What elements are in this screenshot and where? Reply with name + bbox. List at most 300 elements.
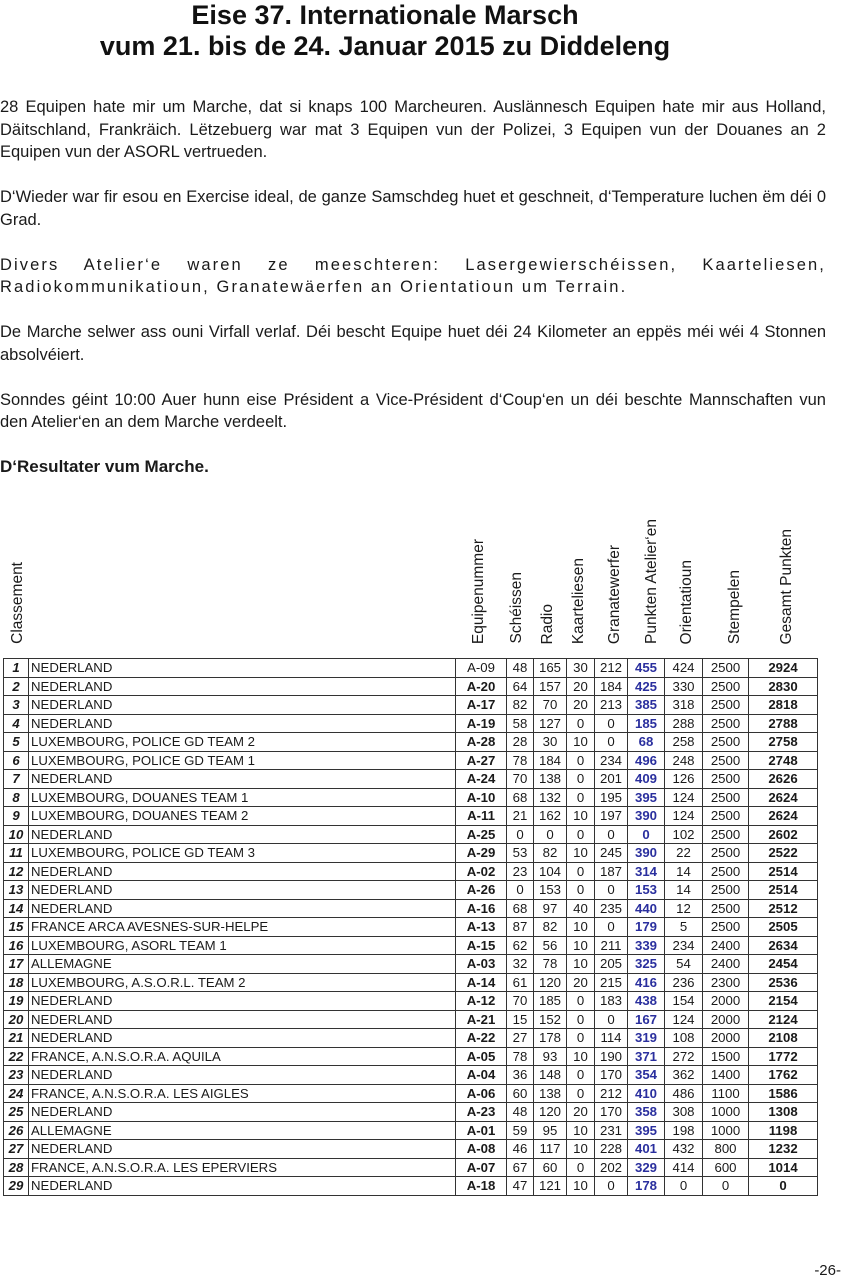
rank-cell: 10 [4,825,29,844]
punkten-ateliers-cell: 314 [628,862,665,881]
kaarteliesen-cell: 30 [567,659,595,678]
equipe-cell: A-11 [456,807,507,826]
team-cell: FRANCE, A.N.S.O.R.A. AQUILA [29,1047,456,1066]
scheissen-cell: 46 [507,1140,534,1159]
gesamt-punkten-cell: 2924 [749,659,818,678]
table-row [4,733,818,752]
gesamt-punkten-cell: 2454 [749,955,818,974]
kaarteliesen-cell: 40 [567,899,595,918]
orientatioun-cell: 236 [665,973,703,992]
stempelen-cell: 0 [703,1177,749,1196]
rank-cell: 26 [4,1121,29,1140]
rank-cell: 27 [4,1140,29,1159]
scheissen-cell: 47 [507,1177,534,1196]
paragraph-teams: 28 Equipen hate mir um Marche, dat si knaps 100 Marcheuren. Auslännesch Equipen hate mir aus Holland, Däitschland, Frankräich. Lëtzebuerg war mat 3 Equipen vun der Polizei, 3 Equipen vun der Douanes an 2 Equipen vun der ASORL vertrueden. [0,98,826,161]
kaarteliesen-cell: 0 [567,751,595,770]
kaarteliesen-cell: 10 [567,733,595,752]
equipe-cell: A-25 [456,825,507,844]
rank-cell: 12 [4,862,29,881]
table-row [4,936,818,955]
rank-cell: 8 [4,788,29,807]
rank-cell: 22 [4,1047,29,1066]
granatewerfer-cell: 235 [595,899,628,918]
gesamt-punkten-cell: 2758 [749,733,818,752]
scheissen-cell: 48 [507,1103,534,1122]
table-row [4,844,818,863]
rank-cell: 29 [4,1177,29,1196]
gesamt-punkten-cell: 0 [749,1177,818,1196]
radio-cell: 184 [534,751,567,770]
granatewerfer-cell: 114 [595,1029,628,1048]
stempelen-cell: 2500 [703,807,749,826]
column-header-equipenummer: Equipenummer [470,538,487,644]
gesamt-punkten-cell: 2514 [749,881,818,900]
equipe-cell: A-06 [456,1084,507,1103]
granatewerfer-cell: 0 [595,733,628,752]
punkten-ateliers-cell: 68 [628,733,665,752]
radio-cell: 157 [534,677,567,696]
table-row [4,1177,818,1196]
orientatioun-cell: 424 [665,659,703,678]
paragraph-weather: D‘Wieder war fir esou en Exercise ideal, de ganze Samschdeg huet et geschneit, d‘Temperature luchen ëm déi 0 Grad. [0,188,826,229]
rank-cell: 17 [4,955,29,974]
table-row [4,862,818,881]
team-cell: NEDERLAND [29,659,456,678]
punkten-ateliers-cell: 440 [628,899,665,918]
punkten-ateliers-cell: 410 [628,1084,665,1103]
punkten-ateliers-cell: 390 [628,844,665,863]
column-header-orientatioun: Orientatioun [678,559,695,644]
granatewerfer-cell: 231 [595,1121,628,1140]
scheissen-cell: 0 [507,825,534,844]
table-row [4,1140,818,1159]
punkten-ateliers-cell: 0 [628,825,665,844]
team-cell: FRANCE, A.N.S.O.R.A. LES EPERVIERS [29,1158,456,1177]
orientatioun-cell: 124 [665,1010,703,1029]
punkten-ateliers-cell: 401 [628,1140,665,1159]
table-row [4,1010,818,1029]
stempelen-cell: 2500 [703,659,749,678]
column-header-classement: Classement [9,562,26,644]
punkten-ateliers-cell: 438 [628,992,665,1011]
rank-cell: 4 [4,714,29,733]
orientatioun-cell: 102 [665,825,703,844]
rank-cell: 23 [4,1066,29,1085]
table-row [4,1103,818,1122]
kaarteliesen-cell: 10 [567,844,595,863]
rank-cell: 24 [4,1084,29,1103]
orientatioun-cell: 5 [665,918,703,937]
stempelen-cell: 2000 [703,1029,749,1048]
granatewerfer-cell: 195 [595,788,628,807]
radio-cell: 78 [534,955,567,974]
kaarteliesen-cell: 10 [567,1140,595,1159]
scheissen-cell: 60 [507,1084,534,1103]
rank-cell: 7 [4,770,29,789]
punkten-ateliers-cell: 455 [628,659,665,678]
table-row [4,677,818,696]
orientatioun-cell: 258 [665,733,703,752]
scheissen-cell: 61 [507,973,534,992]
team-cell: NEDERLAND [29,825,456,844]
stempelen-cell: 2500 [703,788,749,807]
scheissen-cell: 68 [507,899,534,918]
stempelen-cell: 2500 [703,733,749,752]
gesamt-punkten-cell: 1762 [749,1066,818,1085]
orientatioun-cell: 22 [665,844,703,863]
rank-cell: 21 [4,1029,29,1048]
team-cell: LUXEMBOURG, ASORL TEAM 1 [29,936,456,955]
scheissen-cell: 70 [507,992,534,1011]
orientatioun-cell: 108 [665,1029,703,1048]
page-number: -26- [814,1262,841,1279]
gesamt-punkten-cell: 2830 [749,677,818,696]
granatewerfer-cell: 0 [595,881,628,900]
table-row [4,751,818,770]
table-row [4,770,818,789]
gesamt-punkten-cell: 1308 [749,1103,818,1122]
orientatioun-cell: 234 [665,936,703,955]
punkten-ateliers-cell: 496 [628,751,665,770]
results-heading: D‘Resultater vum Marche. [0,457,209,476]
radio-cell: 0 [534,825,567,844]
intro-text [0,96,826,456]
equipe-cell: A-10 [456,788,507,807]
kaarteliesen-cell: 0 [567,1029,595,1048]
scheissen-cell: 68 [507,788,534,807]
gesamt-punkten-cell: 2154 [749,992,818,1011]
team-cell: NEDERLAND [29,1029,456,1048]
table-row [4,1121,818,1140]
orientatioun-cell: 126 [665,770,703,789]
kaarteliesen-cell: 0 [567,862,595,881]
punkten-ateliers-cell: 425 [628,677,665,696]
scheissen-cell: 59 [507,1121,534,1140]
page-title [0,0,770,62]
punkten-ateliers-cell: 385 [628,696,665,715]
team-cell: FRANCE ARCA AVESNES-SUR-HELPE [29,918,456,937]
radio-cell: 138 [534,770,567,789]
scheissen-cell: 28 [507,733,534,752]
punkten-ateliers-cell: 319 [628,1029,665,1048]
table-row [4,955,818,974]
scheissen-cell: 82 [507,696,534,715]
radio-cell: 120 [534,1103,567,1122]
granatewerfer-cell: 197 [595,807,628,826]
stempelen-cell: 2500 [703,770,749,789]
table-row [4,1158,818,1177]
table-row [4,1029,818,1048]
granatewerfer-cell: 184 [595,677,628,696]
equipe-cell: A-05 [456,1047,507,1066]
equipe-cell: A-27 [456,751,507,770]
punkten-ateliers-cell: 167 [628,1010,665,1029]
results-table-body [4,659,818,1196]
team-cell: NEDERLAND [29,992,456,1011]
kaarteliesen-cell: 0 [567,1158,595,1177]
stempelen-cell: 2500 [703,899,749,918]
orientatioun-cell: 12 [665,899,703,918]
kaarteliesen-cell: 0 [567,714,595,733]
orientatioun-cell: 318 [665,696,703,715]
orientatioun-cell: 14 [665,862,703,881]
granatewerfer-cell: 211 [595,936,628,955]
gesamt-punkten-cell: 2626 [749,770,818,789]
stempelen-cell: 2400 [703,955,749,974]
equipe-cell: A-22 [456,1029,507,1048]
punkten-ateliers-cell: 354 [628,1066,665,1085]
radio-cell: 148 [534,1066,567,1085]
orientatioun-cell: 414 [665,1158,703,1177]
stempelen-cell: 2500 [703,714,749,733]
team-cell: NEDERLAND [29,696,456,715]
stempelen-cell: 2500 [703,881,749,900]
stempelen-cell: 800 [703,1140,749,1159]
rank-cell: 9 [4,807,29,826]
stempelen-cell: 2300 [703,973,749,992]
radio-cell: 117 [534,1140,567,1159]
granatewerfer-cell: 183 [595,992,628,1011]
team-cell: NEDERLAND [29,881,456,900]
kaarteliesen-cell: 10 [567,1121,595,1140]
stempelen-cell: 1100 [703,1084,749,1103]
kaarteliesen-cell: 10 [567,807,595,826]
rank-cell: 13 [4,881,29,900]
gesamt-punkten-cell: 1198 [749,1121,818,1140]
orientatioun-cell: 486 [665,1084,703,1103]
equipe-cell: A-14 [456,973,507,992]
kaarteliesen-cell: 10 [567,1047,595,1066]
equipe-cell: A-24 [456,770,507,789]
gesamt-punkten-cell: 2788 [749,714,818,733]
granatewerfer-cell: 234 [595,751,628,770]
kaarteliesen-cell: 0 [567,788,595,807]
punkten-ateliers-cell: 329 [628,1158,665,1177]
column-header-scheissen: Schéissen [508,572,525,644]
granatewerfer-cell: 0 [595,714,628,733]
punkten-ateliers-cell: 339 [628,936,665,955]
team-cell: NEDERLAND [29,1103,456,1122]
team-cell: ALLEMAGNE [29,1121,456,1140]
scheissen-cell: 23 [507,862,534,881]
scheissen-cell: 62 [507,936,534,955]
rank-cell: 28 [4,1158,29,1177]
radio-cell: 165 [534,659,567,678]
scheissen-cell: 53 [507,844,534,863]
granatewerfer-cell: 212 [595,659,628,678]
team-cell: LUXEMBOURG, DOUANES TEAM 1 [29,788,456,807]
stempelen-cell: 2000 [703,992,749,1011]
rank-cell: 2 [4,677,29,696]
radio-cell: 162 [534,807,567,826]
equipe-cell: A-03 [456,955,507,974]
table-row [4,899,818,918]
table-row [4,973,818,992]
gesamt-punkten-cell: 1232 [749,1140,818,1159]
stempelen-cell: 2000 [703,1010,749,1029]
rank-cell: 18 [4,973,29,992]
granatewerfer-cell: 187 [595,862,628,881]
orientatioun-cell: 288 [665,714,703,733]
rank-cell: 15 [4,918,29,937]
orientatioun-cell: 248 [665,751,703,770]
radio-cell: 60 [534,1158,567,1177]
equipe-cell: A-23 [456,1103,507,1122]
rank-cell: 16 [4,936,29,955]
gesamt-punkten-cell: 1014 [749,1158,818,1177]
orientatioun-cell: 54 [665,955,703,974]
kaarteliesen-cell: 20 [567,696,595,715]
rank-cell: 6 [4,751,29,770]
team-cell: FRANCE, A.N.S.O.R.A. LES AIGLES [29,1084,456,1103]
paragraph-cups: Sonndes géint 10:00 Auer hunn eise Président a Vice-Président d‘Coup‘en un déi beschte Mannschaften vun den Atelier‘en an dem Marche verdeelt. [0,390,826,431]
equipe-cell: A-19 [456,714,507,733]
gesamt-punkten-cell: 2536 [749,973,818,992]
stempelen-cell: 600 [703,1158,749,1177]
table-row [4,659,818,678]
kaarteliesen-cell: 20 [567,677,595,696]
radio-cell: 70 [534,696,567,715]
gesamt-punkten-cell: 2514 [749,862,818,881]
granatewerfer-cell: 201 [595,770,628,789]
kaarteliesen-cell: 0 [567,1066,595,1085]
team-cell: NEDERLAND [29,862,456,881]
granatewerfer-cell: 228 [595,1140,628,1159]
table-row [4,918,818,937]
orientatioun-cell: 272 [665,1047,703,1066]
table-row [4,992,818,1011]
team-cell: LUXEMBOURG, POLICE GD TEAM 1 [29,751,456,770]
gesamt-punkten-cell: 2748 [749,751,818,770]
team-cell: NEDERLAND [29,899,456,918]
stempelen-cell: 2500 [703,696,749,715]
scheissen-cell: 78 [507,1047,534,1066]
equipe-cell: A-09 [456,659,507,678]
gesamt-punkten-cell: 2602 [749,825,818,844]
team-cell: NEDERLAND [29,770,456,789]
kaarteliesen-cell: 20 [567,1103,595,1122]
gesamt-punkten-cell: 2624 [749,788,818,807]
table-row [4,788,818,807]
punkten-ateliers-cell: 179 [628,918,665,937]
table-row [4,825,818,844]
equipe-cell: A-15 [456,936,507,955]
team-cell: NEDERLAND [29,677,456,696]
kaarteliesen-cell: 0 [567,770,595,789]
kaarteliesen-cell: 0 [567,825,595,844]
gesamt-punkten-cell: 2634 [749,936,818,955]
radio-cell: 138 [534,1084,567,1103]
team-cell: ALLEMAGNE [29,955,456,974]
granatewerfer-cell: 202 [595,1158,628,1177]
column-header-punkten-ateliers: Punkten Atelier‘en [643,519,660,644]
equipe-cell: A-01 [456,1121,507,1140]
kaarteliesen-cell: 10 [567,918,595,937]
rank-cell: 20 [4,1010,29,1029]
radio-cell: 82 [534,844,567,863]
gesamt-punkten-cell: 2522 [749,844,818,863]
gesamt-punkten-cell: 2624 [749,807,818,826]
radio-cell: 93 [534,1047,567,1066]
scheissen-cell: 87 [507,918,534,937]
table-row [4,1084,818,1103]
scheissen-cell: 0 [507,881,534,900]
stempelen-cell: 1000 [703,1121,749,1140]
orientatioun-cell: 14 [665,881,703,900]
paragraph-ateliers: Divers Atelier‘e waren ze meeschteren: Lasergewierschéissen, Kaarteliesen, Radiokommunikatioun, Granatewäerfen an Orientatioun um Terrain. [0,255,826,296]
stempelen-cell: 1000 [703,1103,749,1122]
orientatioun-cell: 124 [665,807,703,826]
orientatioun-cell: 308 [665,1103,703,1122]
scheissen-cell: 21 [507,807,534,826]
equipe-cell: A-28 [456,733,507,752]
kaarteliesen-cell: 20 [567,973,595,992]
stempelen-cell: 1500 [703,1047,749,1066]
punkten-ateliers-cell: 395 [628,788,665,807]
equipe-cell: A-12 [456,992,507,1011]
team-cell: NEDERLAND [29,1140,456,1159]
title-line-2: vum 21. bis de 24. Januar 2015 zu Diddeleng [99,31,671,61]
equipe-cell: A-29 [456,844,507,863]
radio-cell: 152 [534,1010,567,1029]
stempelen-cell: 2500 [703,677,749,696]
granatewerfer-cell: 170 [595,1103,628,1122]
team-cell: NEDERLAND [29,1177,456,1196]
scheissen-cell: 67 [507,1158,534,1177]
kaarteliesen-cell: 0 [567,992,595,1011]
granatewerfer-cell: 212 [595,1084,628,1103]
orientatioun-cell: 0 [665,1177,703,1196]
equipe-cell: A-26 [456,881,507,900]
column-header-radio: Radio [539,603,556,644]
orientatioun-cell: 154 [665,992,703,1011]
punkten-ateliers-cell: 409 [628,770,665,789]
kaarteliesen-cell: 0 [567,881,595,900]
radio-cell: 153 [534,881,567,900]
stempelen-cell: 2500 [703,844,749,863]
scheissen-cell: 32 [507,955,534,974]
stempelen-cell: 2500 [703,918,749,937]
table-row [4,1066,818,1085]
kaarteliesen-cell: 0 [567,1010,595,1029]
kaarteliesen-cell: 10 [567,955,595,974]
equipe-cell: A-18 [456,1177,507,1196]
team-cell: NEDERLAND [29,1066,456,1085]
equipe-cell: A-13 [456,918,507,937]
stempelen-cell: 2500 [703,825,749,844]
granatewerfer-cell: 0 [595,918,628,937]
title-line-1: Eise 37. Internationale Marsch [191,0,579,30]
punkten-ateliers-cell: 178 [628,1177,665,1196]
orientatioun-cell: 432 [665,1140,703,1159]
punkten-ateliers-cell: 358 [628,1103,665,1122]
rank-cell: 14 [4,899,29,918]
stempelen-cell: 1400 [703,1066,749,1085]
gesamt-punkten-cell: 1772 [749,1047,818,1066]
rank-cell: 19 [4,992,29,1011]
scheissen-cell: 27 [507,1029,534,1048]
kaarteliesen-cell: 10 [567,1177,595,1196]
orientatioun-cell: 362 [665,1066,703,1085]
rank-cell: 25 [4,1103,29,1122]
rank-cell: 11 [4,844,29,863]
stempelen-cell: 2500 [703,751,749,770]
radio-cell: 121 [534,1177,567,1196]
stempelen-cell: 2500 [703,862,749,881]
rank-cell: 3 [4,696,29,715]
equipe-cell: A-16 [456,899,507,918]
team-cell: NEDERLAND [29,714,456,733]
